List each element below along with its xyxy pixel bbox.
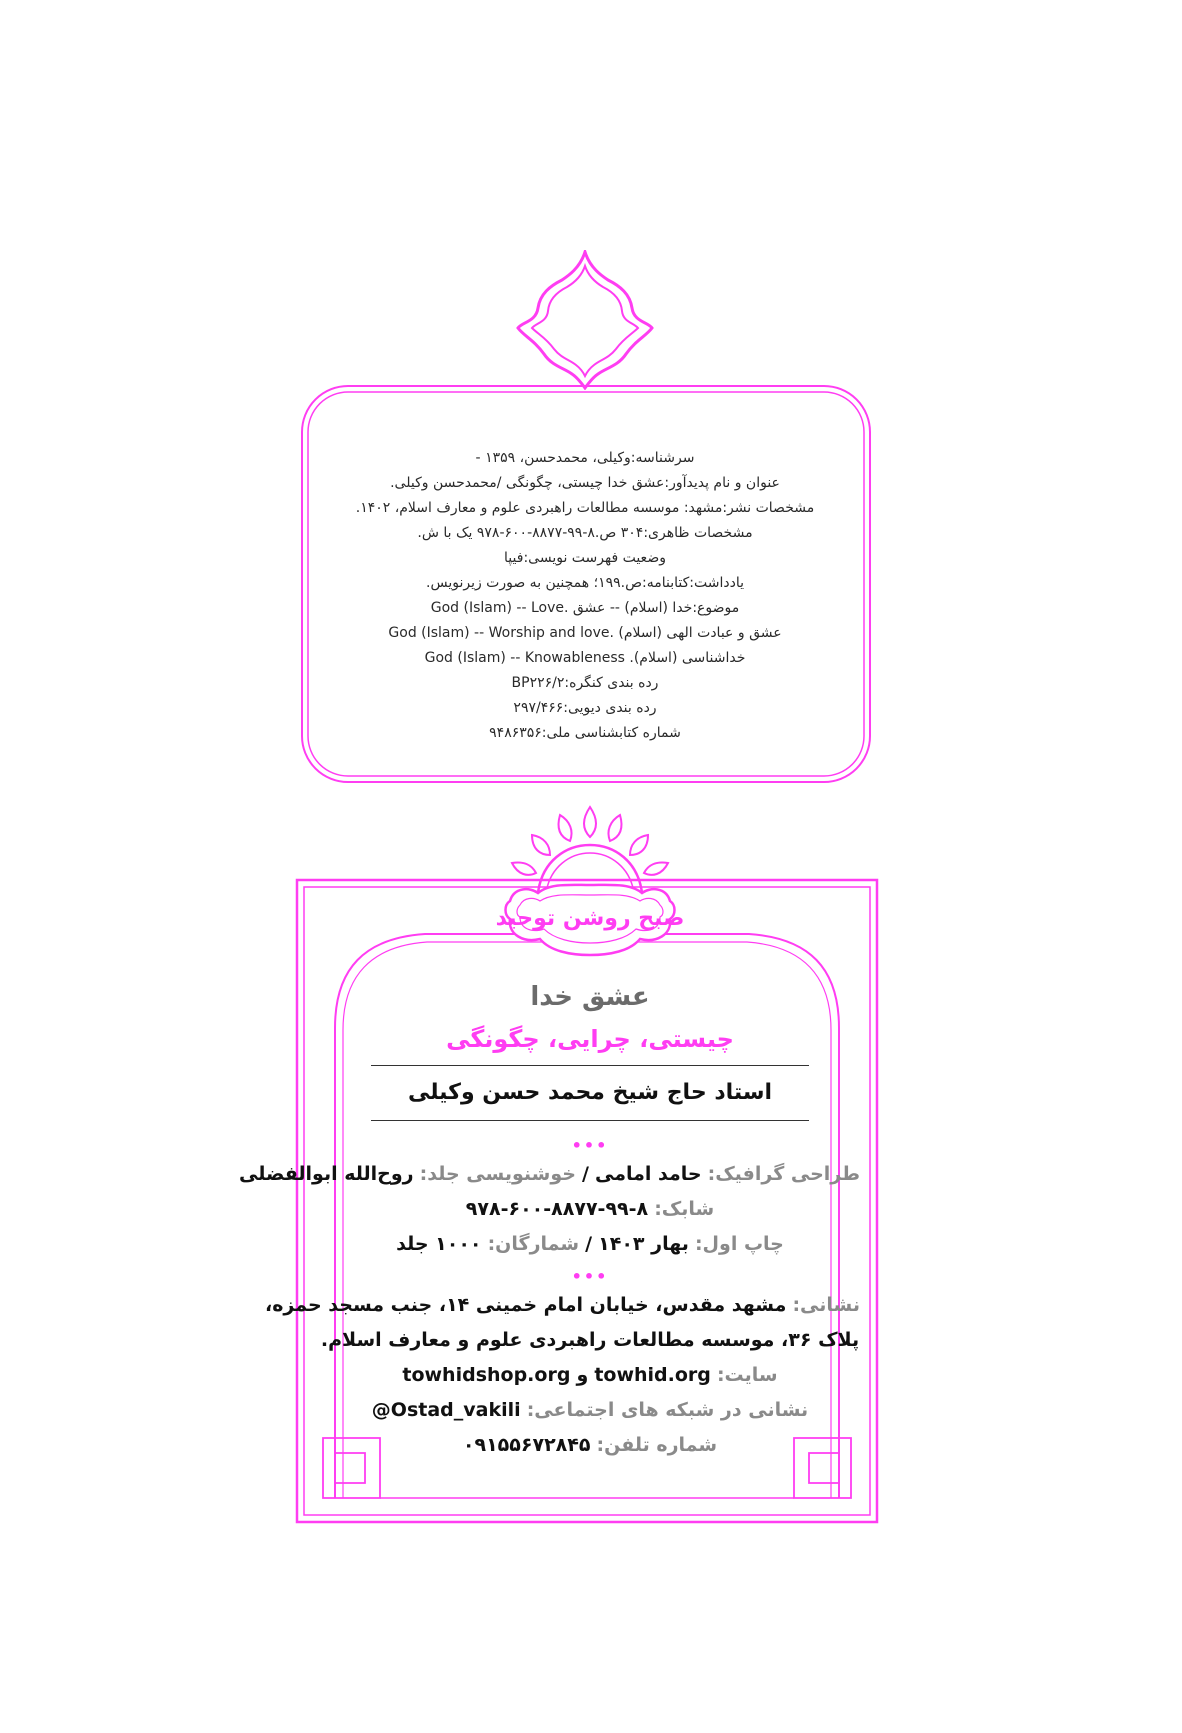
- calligraphy-label: خوشنویسی جلد:: [419, 1163, 576, 1185]
- edition-label: چاپ اول:: [694, 1233, 784, 1255]
- address-label: نشانی:: [792, 1294, 860, 1316]
- cip-line: سرشناسه:وکیلی، محمدحسن، ۱۳۵۹ -: [475, 450, 695, 466]
- cip-line: وضعیت فهرست نویسی:فیپا: [504, 550, 666, 566]
- cip-line: مشخصات نشر:مشهد: موسسه مطالعات راهبردی علوم و معارف اسلام، ۱۴۰۲.: [355, 500, 815, 516]
- social-handle[interactable]: @Ostad_vakili: [371, 1399, 521, 1421]
- logo-calligraphy: صبح روشن توحید: [495, 906, 685, 931]
- divider: [371, 1120, 809, 1121]
- cip-line: خداشناسی (اسلام). God (Islam) -- Knowableness: [424, 650, 746, 666]
- isbn-label: شابک:: [654, 1198, 715, 1220]
- social-line: [320, 1393, 860, 1428]
- website-link[interactable]: towhid.org: [594, 1364, 711, 1386]
- separator-dots: •••: [571, 1136, 609, 1155]
- social-label: نشانی در شبکه های اجتماعی:: [526, 1399, 809, 1421]
- separator-dots: •••: [571, 1267, 609, 1286]
- website-and: و: [576, 1364, 589, 1386]
- sunburst-logo: [490, 805, 690, 965]
- graphic-credit: [239, 1157, 860, 1192]
- shop-website-link[interactable]: towhidshop.org: [402, 1364, 571, 1386]
- cip-line: موضوع:خدا (اسلام) -- عشق .God (Islam) -- Love: [430, 600, 740, 616]
- cip-line: رده بندی دیویی:۲۹۷/۴۶۶: [513, 700, 657, 716]
- ornament-dome-icon: [510, 250, 660, 390]
- isbn-line: [320, 1192, 860, 1227]
- website-line: [320, 1358, 860, 1393]
- address-value: پلاک ۳۶، موسسه مطالعات راهبردی علوم و معارف اسلام.: [320, 1329, 860, 1351]
- address-line-2: [320, 1323, 860, 1358]
- slash: /: [581, 1163, 589, 1185]
- book-title: عشق خدا: [530, 982, 650, 1012]
- cip-line: عنوان و نام پدیدآور:عشق خدا چیستی، چگونگی /محمدحسن وکیلی.: [390, 475, 780, 491]
- book-subtitle: چیستی، چرایی، چگونگی: [446, 1025, 734, 1053]
- address-line-1: [265, 1288, 860, 1323]
- phone-label: شماره تلفن:: [596, 1434, 718, 1456]
- cip-line: یادداشت:کتابنامه:ص.۱۹۹؛ همچنین به صورت زیرنویس.: [426, 575, 744, 591]
- print-run-label: شمارگان:: [487, 1233, 580, 1255]
- cip-line: عشق و عبادت الهی (اسلام) .God (Islam) -- Worship and love: [388, 625, 782, 641]
- address-value: مشهد مقدس، خیابان امام خمینی ۱۴، جنب مسجد حمزه،: [265, 1294, 787, 1316]
- isbn-value: ۸-۹۹-۸۸۷۷-۶۰۰-۹۷۸: [465, 1198, 649, 1220]
- website-label: سایت:: [716, 1364, 778, 1386]
- edition-line: [320, 1227, 860, 1262]
- slash: /: [585, 1233, 593, 1255]
- divider: [371, 1065, 809, 1066]
- author-name: استاد حاج شیخ محمد حسن وکیلی: [407, 1080, 773, 1105]
- edition-value: بهار ۱۴۰۳: [598, 1233, 689, 1255]
- graphic-label: طراحی گرافیک:: [707, 1163, 860, 1185]
- cip-line: شماره کتابشناسی ملی:۹۴۸۶۳۵۶: [489, 725, 681, 741]
- phone-line: [320, 1428, 860, 1463]
- print-run-value: ۱۰۰۰ جلد: [396, 1233, 482, 1255]
- cip-line: رده بندی کنگره:BP۲۲۶/۲: [511, 675, 659, 691]
- phone-value: ۰۹۱۵۵۶۷۲۸۴۵: [462, 1434, 591, 1456]
- calligraphy-value: روح‌الله ابوالفضلی: [239, 1163, 414, 1185]
- graphic-value: حامد امامی: [594, 1163, 702, 1185]
- credits-block: [239, 975, 860, 1463]
- cip-line: مشخصات ظاهری:۳۰۴ ص.۸-۹۹-۸۸۷۷-۶۰۰-۹۷۸ یک با ش.: [417, 525, 753, 541]
- cip-block: [340, 446, 830, 746]
